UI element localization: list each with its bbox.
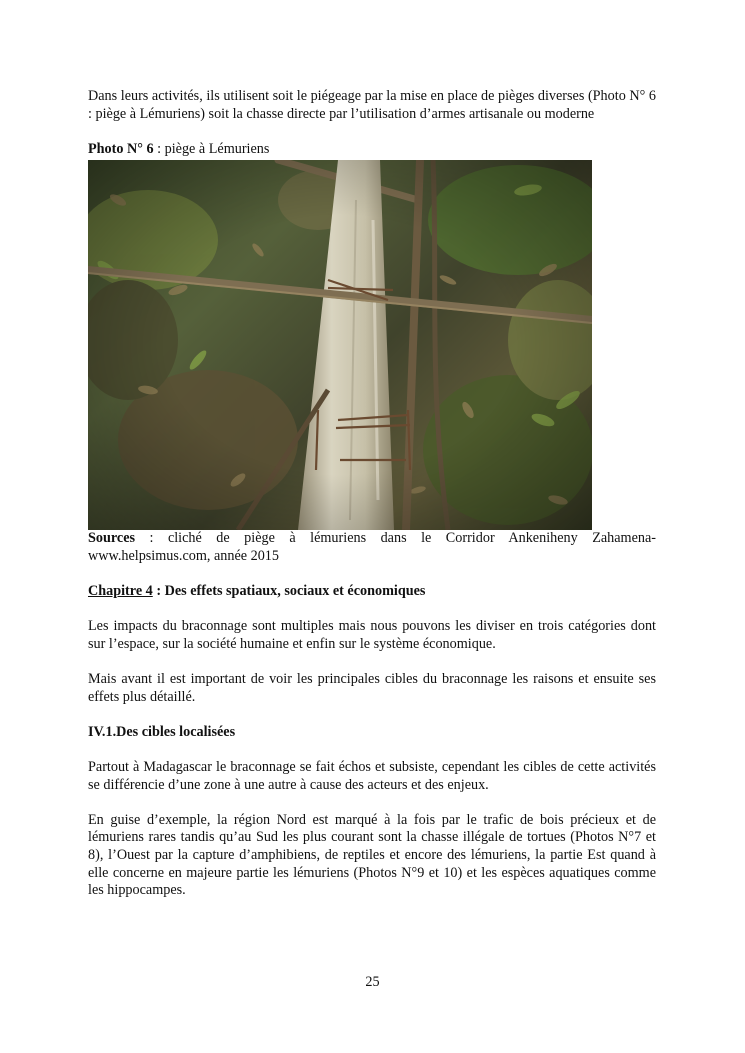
targets-intro-paragraph: Mais avant il est important de voir les principales cibles du braconnage les raisons et ensuite ses effets plus détaillé. (88, 671, 656, 705)
sources-text: : cliché de piège à lémuriens dans le Corridor Ankeniheny Zahamena-www.helpsimus.com, année 2015 (88, 530, 656, 564)
photo-caption-label: Photo N° 6 (88, 140, 154, 157)
madagascar-paragraph: Partout à Madagascar le braconnage se fait échos et subsiste, cependant les cibles de cette activités se différencie d’une zone à une autre à cause des acteurs et des enjeux. (88, 759, 656, 793)
photo-caption-text: : piège à Lémuriens (153, 140, 270, 157)
section-heading: IV.1.Des cibles localisées (88, 723, 236, 740)
intro-paragraph: Dans leurs activités, ils utilisent soit le piégeage par la mise en place de pièges diverses (Photo N° 6 : piège à Lémuriens) soit la chasse directe par l’utilisation d’armes artisanale ou moderne (88, 88, 656, 122)
lemur-trap-photo (88, 160, 592, 530)
photo-sources (88, 530, 656, 565)
page-number: 25 (365, 974, 380, 990)
page-body (88, 88, 656, 900)
chapter-label: Chapitre 4 (88, 583, 153, 600)
photo-caption (88, 141, 656, 159)
chapter-heading (88, 583, 656, 601)
regions-paragraph: En guise d’exemple, la région Nord est marqué à la fois par le trafic de bois précieux et de lémuriens rares tandis qu’au Sud les plus courant sont la chasse illégale de tortues (Photos N°7 et 8), l’Ouest par la capture d’amphibiens, de reptiles et encore des lémuriens, la partie Est quand à elle concerne en majeure partie les lémuriens (Photos N°9 et 10) et les espèces aquatiques comme les hippocampes. (88, 811, 656, 899)
chapter-title: : Des effets spatiaux, sociaux et économiques (152, 583, 426, 600)
sources-label: Sources (88, 530, 136, 547)
impacts-paragraph: Les impacts du braconnage sont multiples mais nous pouvons les diviser en trois catégories dont sur l’espace, sur la société humaine et enfin sur le système économique. (88, 618, 656, 652)
